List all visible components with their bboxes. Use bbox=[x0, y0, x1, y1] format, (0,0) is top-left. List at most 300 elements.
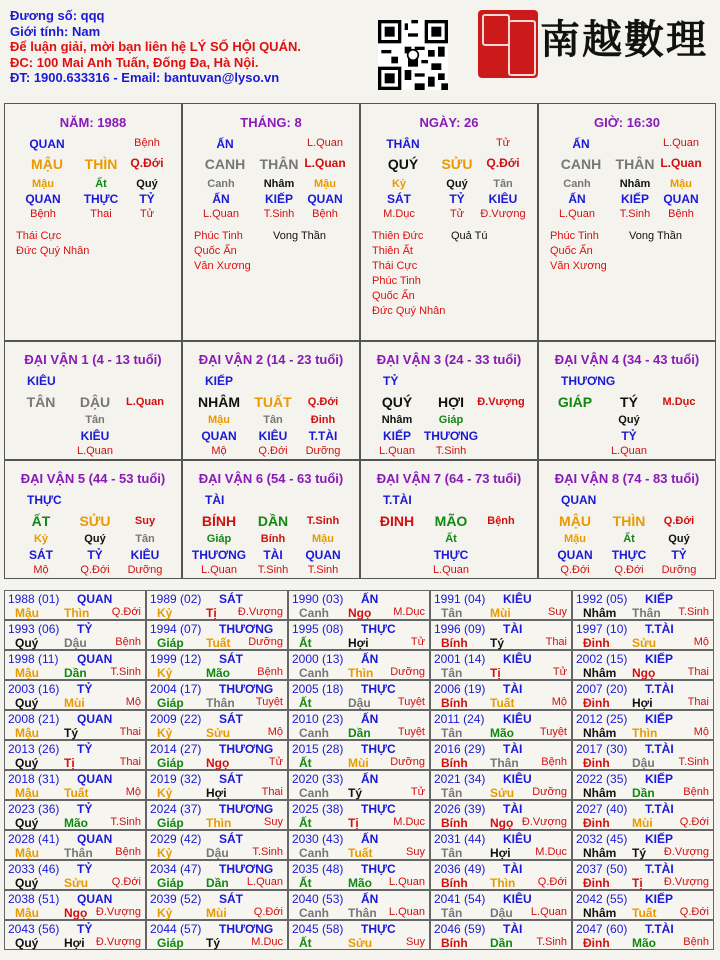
luck-pillar-7 bbox=[360, 460, 538, 579]
luck-hidden-stem: Nhâm bbox=[381, 414, 413, 426]
annual-life: Mộ bbox=[693, 726, 709, 738]
pillar-star: Thiên Đức bbox=[372, 230, 424, 242]
luck-pillar-6 bbox=[182, 460, 360, 579]
pillar-hidden-stem: Quý bbox=[136, 178, 158, 190]
annual-branch: Tuất bbox=[64, 786, 89, 800]
pillar-hidden-god: ẤN bbox=[568, 192, 586, 206]
luck-life-stage: L.Quan bbox=[378, 445, 416, 457]
annual-branch: Sửu bbox=[348, 936, 373, 950]
annual-stem: Ất bbox=[299, 696, 312, 710]
luck-god: TÀI bbox=[205, 493, 225, 507]
annual-cell bbox=[288, 680, 430, 710]
pillar-hidden-god: KIÊU bbox=[488, 192, 518, 206]
annual-god: KIẾP bbox=[645, 892, 674, 906]
annual-branch: Tý bbox=[632, 846, 647, 860]
luck-stem: HỢI bbox=[438, 394, 464, 410]
annual-life: Tử bbox=[410, 786, 425, 798]
annual-branch: Sửu bbox=[632, 636, 657, 650]
luck-hidden-stem: Quý bbox=[618, 414, 640, 426]
annual-year: 2026 (39) bbox=[434, 802, 486, 816]
annual-stem: Tân bbox=[441, 906, 463, 920]
pillar-hidden-stem: Mậu bbox=[314, 178, 336, 190]
annual-life: Q.Đới bbox=[253, 906, 283, 918]
annual-year: 2035 (48) bbox=[292, 862, 344, 876]
annual-god: ẤN bbox=[361, 832, 379, 846]
luck-life-stage: L.Quan bbox=[610, 445, 648, 457]
luck-label: ĐẠI VẬN 8 (74 - 83 tuổi) bbox=[554, 471, 700, 486]
annual-life: Suy bbox=[406, 936, 425, 948]
luck-hidden-god: TỶ bbox=[621, 429, 637, 443]
annual-cell bbox=[572, 800, 714, 830]
annual-god: THƯƠNG bbox=[219, 802, 274, 816]
annual-year: 2025 (38) bbox=[292, 802, 344, 816]
annual-cell bbox=[4, 920, 146, 950]
annual-stem: Đinh bbox=[583, 876, 610, 890]
pillar-stem: L.Quan bbox=[660, 156, 702, 170]
luck-life-stage: Q.Đới bbox=[614, 564, 644, 576]
annual-stem: Kỷ bbox=[157, 606, 173, 620]
luck-life-stage: Dưỡng bbox=[127, 564, 163, 576]
annual-year: 1988 (01) bbox=[8, 592, 60, 606]
annual-life: Đ.Vượng bbox=[663, 846, 709, 858]
annual-year: 2020 (33) bbox=[292, 772, 344, 786]
annual-branch: Thân bbox=[490, 756, 519, 770]
annual-cell bbox=[572, 680, 714, 710]
annual-life: L.Quan bbox=[246, 876, 283, 888]
annual-life: Đ.Vượng bbox=[95, 936, 141, 948]
annual-cell bbox=[430, 680, 572, 710]
annual-stem: Nhâm bbox=[583, 666, 617, 680]
annual-stem: Nhâm bbox=[583, 906, 617, 920]
pillar-top-life: L.Quan bbox=[662, 137, 700, 149]
luck-god: KIẾP bbox=[205, 374, 234, 388]
luck-hidden-stem: Kỷ bbox=[33, 533, 49, 545]
annual-life: Thai bbox=[545, 636, 567, 648]
luck-life-stage: T.Sinh bbox=[257, 564, 289, 576]
pillar-stem-god: QUAN bbox=[29, 137, 65, 151]
annual-cell bbox=[430, 920, 572, 950]
luck-label: ĐẠI VẬN 3 (24 - 33 tuổi) bbox=[376, 352, 522, 367]
pillar-life-stage: T.Sinh bbox=[619, 208, 651, 220]
luck-hidden-god: QUAN bbox=[305, 548, 341, 562]
qr-code-icon[interactable] bbox=[378, 20, 448, 90]
annual-branch: Dậu bbox=[348, 696, 371, 710]
pillar-star: Thái Cực bbox=[16, 230, 62, 242]
annual-god: ẤN bbox=[361, 652, 379, 666]
contact-line-2: ĐC: 100 Mai Anh Tuấn, Đống Đa, Hà Nội. bbox=[10, 54, 259, 70]
contact-line-1: Để luận giải, mời bạn liên hệ LÝ SỐ HỘI QUÁN. bbox=[10, 39, 301, 54]
annual-year: 2014 (27) bbox=[150, 742, 202, 756]
luck-god: THỰC bbox=[27, 493, 62, 507]
annual-god: TỶ bbox=[77, 922, 93, 936]
annual-year: 1989 (02) bbox=[150, 592, 202, 606]
annual-cell bbox=[146, 650, 288, 680]
luck-stem: T.Sinh bbox=[306, 515, 340, 527]
annual-cell bbox=[288, 800, 430, 830]
pillar-hidden-stem: Canh bbox=[207, 178, 235, 190]
annual-year: 2033 (46) bbox=[8, 862, 60, 876]
pillar-star: Phúc Tinh bbox=[372, 275, 421, 287]
contact-line-3: ĐT: 1900.633316 - Email: bantuvan@lyso.vn bbox=[10, 70, 280, 85]
annual-branch: Tị bbox=[64, 756, 75, 770]
pillar-star: Văn Xương bbox=[194, 260, 251, 272]
annual-branch: Mùi bbox=[348, 756, 369, 770]
annual-branch: Mùi bbox=[490, 606, 511, 620]
annual-god: THƯƠNG bbox=[219, 862, 274, 876]
annual-branch: Dậu bbox=[64, 636, 87, 650]
luck-pillar-1 bbox=[4, 341, 182, 460]
pillar-label: NĂM: 1988 bbox=[59, 115, 127, 130]
annual-stem: Canh bbox=[299, 906, 329, 920]
annual-year: 2018 (31) bbox=[8, 772, 60, 786]
annual-cell bbox=[4, 740, 146, 770]
annual-life: Tử bbox=[552, 666, 567, 678]
annual-stem: Bính bbox=[441, 876, 468, 890]
luck-pillar-5 bbox=[4, 460, 182, 579]
pillar-stem: Q.Đới bbox=[486, 156, 520, 170]
annual-stem: Kỷ bbox=[157, 906, 173, 920]
annual-year: 2041 (54) bbox=[434, 892, 486, 906]
annual-cell bbox=[146, 740, 288, 770]
luck-life-stage: Mộ bbox=[33, 564, 49, 576]
luck-life-stage: L.Quan bbox=[200, 564, 238, 576]
annual-life: Thai bbox=[687, 696, 709, 708]
annual-cell bbox=[146, 920, 288, 950]
annual-god: THƯƠNG bbox=[219, 922, 274, 936]
annual-god: T.TÀI bbox=[645, 922, 674, 936]
luck-life-stage: L.Quan bbox=[432, 564, 470, 576]
annual-god: THƯƠNG bbox=[219, 742, 274, 756]
annual-year: 2042 (55) bbox=[576, 892, 628, 906]
annual-stem: Giáp bbox=[157, 636, 184, 650]
annual-year: 2037 (50) bbox=[576, 862, 628, 876]
annual-god: TÀI bbox=[503, 622, 523, 636]
annual-life: Đ.Vượng bbox=[95, 906, 141, 918]
annual-year: 2027 (40) bbox=[576, 802, 628, 816]
annual-cell bbox=[146, 770, 288, 800]
luck-stem: Q.Đới bbox=[307, 396, 339, 408]
annual-year: 2021 (34) bbox=[434, 772, 486, 786]
annual-year: 2047 (60) bbox=[576, 922, 628, 936]
annual-stem: Nhâm bbox=[583, 786, 617, 800]
annual-branch: Tị bbox=[206, 606, 217, 620]
red-seal-icon bbox=[478, 10, 538, 78]
annual-life: Mộ bbox=[693, 636, 709, 648]
annual-god: TÀI bbox=[503, 802, 523, 816]
annual-life: Q.Đới bbox=[111, 606, 141, 618]
annual-branch: Thân bbox=[206, 696, 235, 710]
annual-cell bbox=[146, 590, 288, 620]
annual-stem: Giáp bbox=[157, 756, 184, 770]
header-info bbox=[10, 8, 301, 86]
luck-hidden-stem: Mậu bbox=[208, 414, 230, 426]
annual-branch: Mùi bbox=[64, 696, 85, 710]
pillar-life-stage: Đ.Vượng bbox=[480, 208, 526, 220]
annual-year: 2040 (53) bbox=[292, 892, 344, 906]
annual-year: 2030 (43) bbox=[292, 832, 344, 846]
annual-year: 2002 (15) bbox=[576, 652, 628, 666]
annual-branch: Ngọ bbox=[348, 606, 372, 620]
annual-god: KIẾP bbox=[645, 592, 674, 606]
annual-life: M.Dục bbox=[535, 846, 567, 858]
annual-god: THƯƠNG bbox=[219, 622, 274, 636]
annual-god: T.TÀI bbox=[645, 622, 674, 636]
annual-stem: Nhâm bbox=[583, 606, 617, 620]
pillar-hidden-god: TỶ bbox=[449, 192, 465, 206]
annual-cell bbox=[572, 890, 714, 920]
pillar-star: Văn Xương bbox=[550, 260, 607, 272]
annual-god: T.TÀI bbox=[645, 802, 674, 816]
pillar-side-star: Quả Tú bbox=[451, 230, 488, 242]
annual-life: Suy bbox=[406, 846, 425, 858]
pillar-1 bbox=[4, 103, 182, 341]
luck-god: THƯƠNG bbox=[561, 374, 616, 388]
annual-stem: Quý bbox=[15, 936, 39, 950]
annual-cell bbox=[4, 830, 146, 860]
annual-year: 2017 (30) bbox=[576, 742, 628, 756]
annual-god: TỶ bbox=[77, 682, 93, 696]
luck-pillar-8 bbox=[538, 460, 716, 579]
gender: Giới tính: Nam bbox=[10, 23, 101, 39]
luck-stem: Suy bbox=[134, 515, 156, 527]
annual-stem: Ất bbox=[299, 756, 312, 770]
annual-stem: Đinh bbox=[583, 756, 610, 770]
annual-cell bbox=[572, 650, 714, 680]
pillar-hidden-stem: Kỷ bbox=[391, 178, 407, 190]
annual-god: QUAN bbox=[77, 832, 113, 846]
luck-hidden-god: TỶ bbox=[671, 548, 687, 562]
annual-god: KIẾP bbox=[645, 712, 674, 726]
pillar-hidden-god: ẤN bbox=[212, 192, 230, 206]
annual-branch: Tuất bbox=[490, 696, 515, 710]
pillar-star: Đức Quý Nhân bbox=[372, 305, 446, 317]
annual-cell bbox=[430, 590, 572, 620]
annual-stem: Bính bbox=[441, 756, 468, 770]
annual-stem: Kỷ bbox=[157, 726, 173, 740]
luck-hidden-god: THƯƠNG bbox=[423, 429, 479, 443]
annual-cell bbox=[4, 650, 146, 680]
pillar-hidden-stem: Nhâm bbox=[619, 178, 651, 190]
luck-label: ĐẠI VẬN 1 (4 - 13 tuổi) bbox=[24, 352, 162, 367]
luck-hidden-stem: Giáp bbox=[438, 414, 464, 426]
annual-life: Bệnh bbox=[115, 846, 141, 858]
annual-cell bbox=[430, 650, 572, 680]
annual-branch: Thìn bbox=[64, 606, 90, 620]
luck-life-stage: Q.Đới bbox=[560, 564, 590, 576]
annual-branch: Tị bbox=[490, 666, 501, 680]
luck-label: ĐẠI VẬN 6 (54 - 63 tuổi) bbox=[198, 471, 344, 486]
annual-branch: Ngọ bbox=[490, 816, 514, 830]
pillar-stem: MẬU bbox=[31, 156, 63, 172]
pillar-stem-god: ẤN bbox=[572, 137, 590, 151]
pillar-life-stage: L.Quan bbox=[558, 208, 596, 220]
annual-cell bbox=[4, 710, 146, 740]
annual-life: Mộ bbox=[125, 696, 141, 708]
annual-cell bbox=[430, 860, 572, 890]
annual-cell bbox=[288, 650, 430, 680]
pillar-life-stage: Bệnh bbox=[30, 208, 56, 220]
annual-year: 1994 (07) bbox=[150, 622, 202, 636]
annual-cell bbox=[572, 590, 714, 620]
annual-life: Q.Đới bbox=[679, 816, 709, 828]
luck-stem: M.Dục bbox=[662, 396, 696, 408]
luck-life-stage: Q.Đới bbox=[258, 445, 288, 457]
annual-god: TÀI bbox=[503, 682, 523, 696]
pillar-life-stage: Tử bbox=[449, 208, 465, 220]
annual-cell bbox=[4, 860, 146, 890]
pillar-star: Quốc Ấn bbox=[550, 245, 593, 257]
pillar-hidden-stem: Canh bbox=[563, 178, 591, 190]
annual-life: Q.Đới bbox=[111, 876, 141, 888]
annual-life: L.Quan bbox=[388, 876, 425, 888]
luck-hidden-stem: Bính bbox=[260, 533, 286, 545]
luck-god: QUAN bbox=[561, 493, 597, 507]
annual-branch: Tý bbox=[490, 636, 505, 650]
annual-branch: Thân bbox=[632, 606, 661, 620]
luck-hidden-stem: Tân bbox=[263, 414, 283, 426]
annual-stem: Quý bbox=[15, 756, 39, 770]
annual-year: 2034 (47) bbox=[150, 862, 202, 876]
luck-stem: MẬU bbox=[559, 513, 591, 529]
pillar-top-life: Bệnh bbox=[134, 137, 160, 149]
annual-life: Bệnh bbox=[683, 936, 709, 948]
pillar-hidden-god: TỶ bbox=[139, 192, 155, 206]
annual-cell bbox=[430, 740, 572, 770]
annual-year: 1998 (11) bbox=[8, 652, 59, 666]
annual-branch: Dần bbox=[64, 666, 87, 680]
annual-god: ẤN bbox=[361, 712, 379, 726]
pillar-life-stage: M.Dục bbox=[383, 208, 415, 220]
annual-year: 2031 (44) bbox=[434, 832, 486, 846]
annual-god: KIẾP bbox=[645, 772, 674, 786]
annual-branch: Tý bbox=[206, 936, 221, 950]
annual-god: TỶ bbox=[77, 862, 93, 876]
pillar-life-stage: T.Sinh bbox=[263, 208, 295, 220]
annual-branch: Hợi bbox=[490, 846, 511, 860]
annual-branch: Thìn bbox=[206, 816, 232, 830]
luck-pillar-3 bbox=[360, 341, 538, 460]
annual-god: SÁT bbox=[219, 592, 243, 606]
annual-branch: Sửu bbox=[64, 876, 89, 890]
annual-god: SÁT bbox=[219, 892, 243, 906]
annual-stem: Bính bbox=[441, 696, 468, 710]
annual-god: KIẾP bbox=[645, 832, 674, 846]
luck-stem: TÂN bbox=[26, 394, 56, 410]
pillar-stem: SỬU bbox=[441, 156, 473, 172]
annual-cell bbox=[146, 620, 288, 650]
annual-life: Tuyệt bbox=[397, 696, 425, 708]
annual-branch: Tý bbox=[64, 726, 79, 740]
annual-branch: Dần bbox=[206, 876, 229, 890]
annual-cell bbox=[572, 860, 714, 890]
annual-life: Thai bbox=[119, 756, 141, 768]
annual-year: 2039 (52) bbox=[150, 892, 202, 906]
annual-life: M.Dục bbox=[393, 606, 425, 618]
luck-stem: BÍNH bbox=[201, 513, 237, 529]
annual-stem: Đinh bbox=[583, 636, 610, 650]
luck-stem: TUẤT bbox=[254, 394, 292, 410]
annual-stem: Mậu bbox=[15, 846, 39, 860]
annual-god: TÀI bbox=[503, 742, 523, 756]
annual-stem: Kỷ bbox=[157, 846, 173, 860]
annual-year: 2029 (42) bbox=[150, 832, 202, 846]
annual-year: 2043 (56) bbox=[8, 922, 60, 936]
annual-branch: Tị bbox=[632, 876, 643, 890]
annual-branch: Hợi bbox=[348, 636, 369, 650]
annual-year: 2036 (49) bbox=[434, 862, 486, 876]
annual-stem: Canh bbox=[299, 726, 329, 740]
annual-life: Đ.Vượng bbox=[237, 606, 283, 618]
luck-hidden-god: QUAN bbox=[557, 548, 593, 562]
annual-year: 1995 (08) bbox=[292, 622, 344, 636]
annual-stem: Tân bbox=[441, 726, 463, 740]
pillar-stem: Q.Đới bbox=[130, 156, 164, 170]
luck-life-stage: Dưỡng bbox=[661, 564, 697, 576]
luck-stem: DẦN bbox=[257, 513, 289, 529]
pillar-star: Thái Cực bbox=[372, 260, 418, 272]
annual-stem: Quý bbox=[15, 696, 39, 710]
luck-label: ĐẠI VẬN 7 (64 - 73 tuổi) bbox=[376, 471, 522, 486]
annual-life: Đ.Vượng bbox=[663, 876, 709, 888]
annual-year: 2001 (14) bbox=[434, 652, 486, 666]
pillar-stem: L.Quan bbox=[304, 156, 346, 170]
luck-stem: THÌN bbox=[612, 513, 646, 529]
pillar-hidden-god: QUAN bbox=[663, 192, 699, 206]
annual-cell bbox=[146, 890, 288, 920]
annual-cell bbox=[430, 620, 572, 650]
annual-stem: Tân bbox=[441, 606, 463, 620]
annual-cell bbox=[572, 710, 714, 740]
pillar-top-life: Tử bbox=[495, 137, 511, 149]
annual-cell bbox=[430, 710, 572, 740]
annual-stem: Giáp bbox=[157, 696, 184, 710]
pillar-hidden-god: KIẾP bbox=[620, 192, 650, 206]
annual-stem: Mậu bbox=[15, 606, 39, 620]
annual-year: 1991 (04) bbox=[434, 592, 486, 606]
luck-hidden-god: THỰC bbox=[433, 548, 469, 562]
luck-hidden-stem: Đinh bbox=[310, 414, 336, 426]
annual-year: 2003 (16) bbox=[8, 682, 60, 696]
pillar-star: Thiên Ất bbox=[372, 245, 413, 257]
annual-branch: Dần bbox=[632, 786, 655, 800]
annual-branch: Hợi bbox=[64, 936, 85, 950]
luck-hidden-stem: Ất bbox=[623, 533, 635, 545]
annual-year: 2032 (45) bbox=[576, 832, 628, 846]
annual-god: TỶ bbox=[77, 622, 93, 636]
luck-hidden-god: THƯƠNG bbox=[191, 548, 247, 562]
annual-god: ẤN bbox=[361, 592, 379, 606]
annual-life: Dưỡng bbox=[532, 786, 567, 798]
annual-cell bbox=[430, 800, 572, 830]
luck-hidden-god: KIẾP bbox=[382, 429, 412, 443]
pillar-life-stage: L.Quan bbox=[202, 208, 240, 220]
annual-cell bbox=[430, 890, 572, 920]
annual-life: Bệnh bbox=[683, 786, 709, 798]
annual-god: THỰC bbox=[361, 862, 396, 876]
annual-life: T.Sinh bbox=[678, 756, 709, 768]
annual-life: Thai bbox=[687, 666, 709, 678]
annual-life: Suy bbox=[548, 606, 567, 618]
annual-branch: Hợi bbox=[206, 786, 227, 800]
pillar-top-life: L.Quan bbox=[306, 137, 344, 149]
pillar-stem: CANH bbox=[204, 156, 246, 172]
annual-life: Dưỡng bbox=[248, 636, 283, 648]
pillar-label: GIỜ: 16:30 bbox=[593, 115, 660, 130]
pillar-life-stage: Thai bbox=[90, 208, 112, 220]
annual-life: Dưỡng bbox=[390, 666, 425, 678]
annual-stem: Mậu bbox=[15, 906, 39, 920]
annual-life: Tuyệt bbox=[397, 726, 425, 738]
